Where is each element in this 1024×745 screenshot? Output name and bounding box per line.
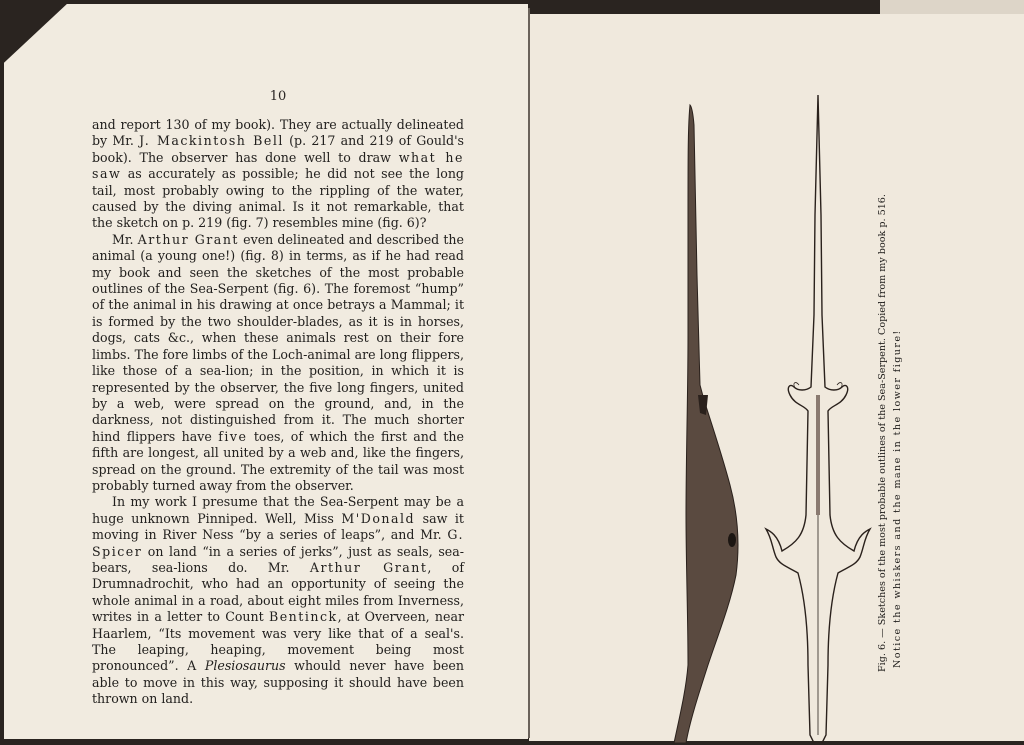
paragraph [92,232,464,495]
text-run: , of Drumnadrochit, who had an opportunity of seeing the whole animal in a road, about eight miles from Inverness, writes in a letter to Count [92,559,465,625]
text-run: even delineated and described the animal (a young one!) (fig. 8) in terms, as if he had read my book and seen the sketches of the most probable outlines of the Sea-Serpent (fig. 6). The foremost “hump” of the animal in his drawing at once betrays a Mammal; it is formed by the two shoulder-blades, as it is in horses, dogs, cats &c., when these animals rest on their fore limbs. The fore limbs of the Loch-animal are long flippers, like those of a sea-lion; in the position, in which it is represented by the observer, the five long fingers, united by a web, were spread on the ground, and, in the darkness, not distinguished from it. The much shorter hind flippers have [92,231,464,444]
spaced-name: J. Mackintosh Bell [139,133,284,149]
side-eye [728,533,736,547]
text-run: In my work I presume that the Sea-Serpent may be a huge unknown Pinniped. Well, Miss [92,494,464,526]
spaced-name: Arthur Grant [309,559,428,575]
page-number: 10 [269,89,287,104]
spaced-name: five [218,428,248,444]
sea-serpent-figure [660,95,880,743]
spaced-name: what he saw [92,149,465,182]
paragraph [92,117,464,232]
paragraph [92,494,464,707]
text-run: saw it moving in River Ness “by a series of leaps”, and Mr. [92,510,464,543]
spaced-name: M'Donald [341,510,416,526]
text-run: (p. 217 and 219 of Gould's book). The observer has done well to draw [92,133,465,165]
caption-line-1: Fig. 6. — Sketches of the most probable outlines of the Sea-Serpent. Copied from my book p. 516. [877,194,888,672]
spaced-name: Arthur Grant [137,231,239,247]
top-mane [816,395,820,515]
body-text [92,117,464,708]
text-run: on land “in a series of jerks”, just as seals, sea-bears, sea-lions do. Mr. [92,543,464,575]
text-run: and report 130 of my book). They are actually delineated by Mr. [92,117,464,149]
book-gutter [528,8,530,738]
text-run: Mr. [112,231,138,247]
text-run: as accurately as possible; he did not see the long tail, most probably owing to the rippling of the water, caused by the diving animal. Is it not remarkable, that the sketch on p. 219 (fig. 7) resembles mine (fig. 6)? [92,166,464,231]
side-silhouette [674,105,738,743]
caption-line-2: Notice the whiskers and the mane in the lower figure! [892,329,903,668]
page-stack-edge [880,0,1024,14]
text-run: whould never have been able to move in this way, supposing it should have been thrown on land. [92,658,464,707]
spaced-name: Bentinck [268,609,338,625]
figure-caption [875,192,905,672]
italic-term: Plesiosaurus [204,658,286,674]
text-run: , at Overveen, near Haarlem, “Its movement was very like that of a seal's. The leaping, heaping, movement being most pronounced”. A [92,609,464,674]
spaced-name: G. Spicer [92,527,464,559]
text-run: toes, of which the first and the fifth are longest, all united by a web and, like the fingers, spread on the ground. The extremity of the tail was most probably turned away from the observer. [92,428,464,493]
